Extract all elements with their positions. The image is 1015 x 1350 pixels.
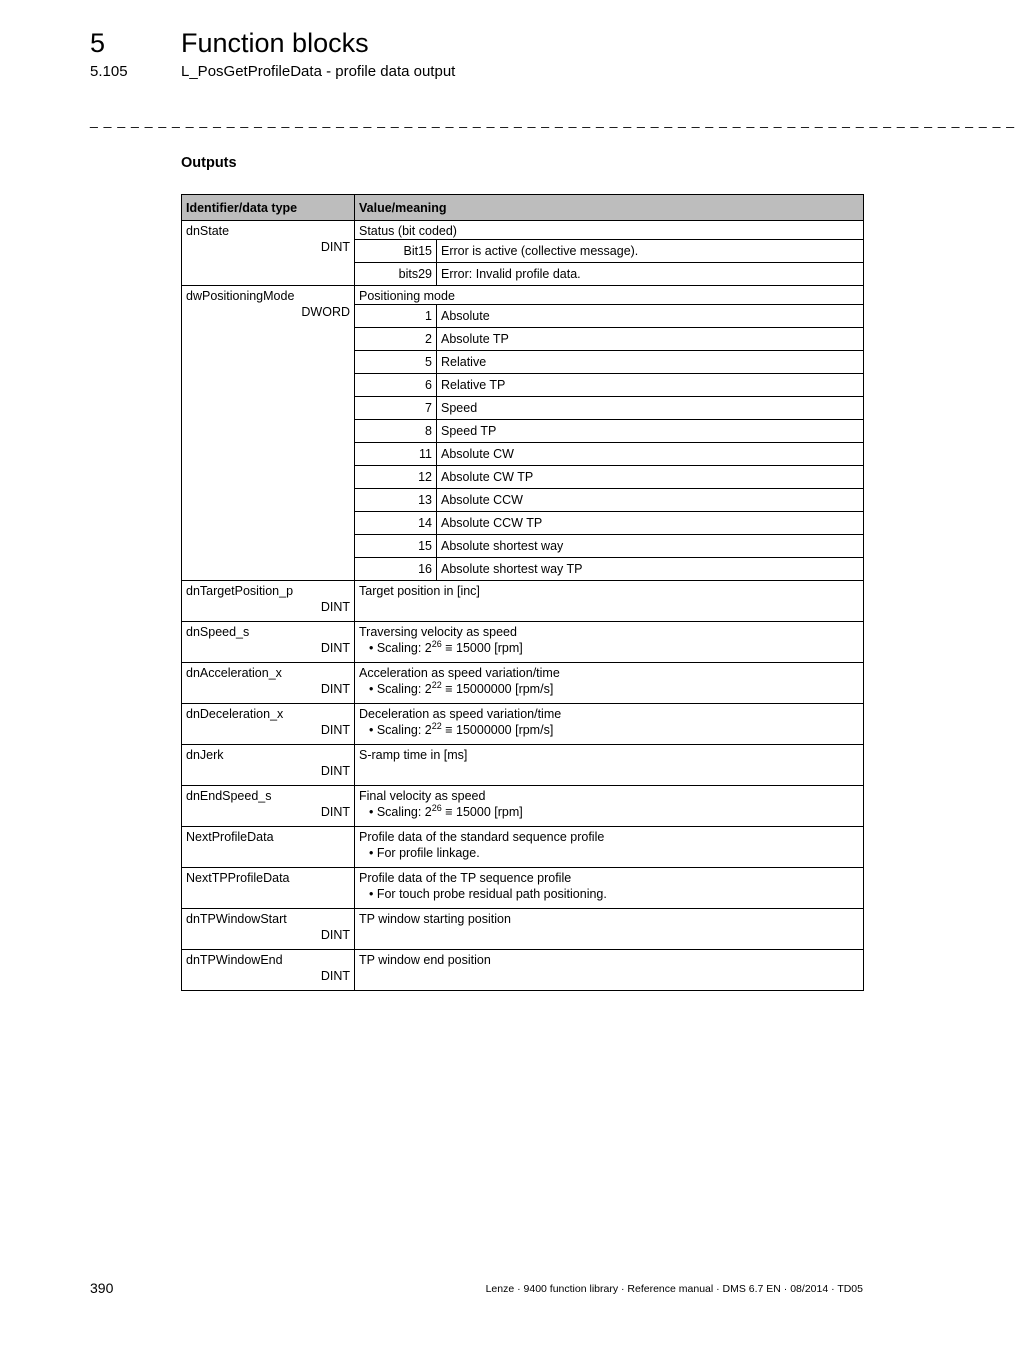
identifier-name: NextProfileData xyxy=(186,830,274,844)
value-description: Acceleration as speed variation/time xyxy=(359,666,560,680)
identifier-cell xyxy=(182,622,355,663)
identifier-cell xyxy=(182,786,355,827)
data-type: DINT xyxy=(320,600,350,614)
identifier-cell xyxy=(182,745,355,786)
value-cell xyxy=(355,868,864,909)
data-type: DINT xyxy=(320,723,350,737)
section-number: 5.105 xyxy=(90,63,128,80)
value-meaning: Absolute TP xyxy=(437,328,864,351)
value-meaning: Relative TP xyxy=(437,374,864,397)
table-row xyxy=(182,827,864,868)
table-row xyxy=(182,909,864,950)
scaling-exponent: 22 xyxy=(431,679,442,690)
value-code: 6 xyxy=(355,374,437,397)
data-type: DINT xyxy=(320,928,350,942)
value-description: Status (bit coded) xyxy=(355,221,864,240)
value-meaning: Relative xyxy=(437,351,864,374)
value-cell xyxy=(355,827,864,868)
page-number: 390 xyxy=(90,1280,114,1296)
table-row xyxy=(182,950,864,991)
identifier-cell xyxy=(182,581,355,622)
identifier-name: dnJerk xyxy=(186,748,224,762)
identifier-name: dnTPWindowEnd xyxy=(186,953,283,967)
scaling-bullet xyxy=(359,722,859,738)
scaling-value: ≡ 15000 [rpm] xyxy=(441,641,523,655)
identifier-cell xyxy=(182,663,355,704)
value-code: 2 xyxy=(355,328,437,351)
value-code: 5 xyxy=(355,351,437,374)
section-title: L_PosGetProfileData - profile data output xyxy=(181,63,456,80)
value-code: 14 xyxy=(355,512,437,535)
table-row xyxy=(182,581,864,622)
scaling-base: • Scaling: 2 xyxy=(369,805,432,819)
value-meaning: Error: Invalid profile data. xyxy=(437,263,864,286)
value-code: 8 xyxy=(355,420,437,443)
data-type: DINT xyxy=(320,969,350,983)
scaling-bullet xyxy=(359,640,859,656)
scaling-base: • Scaling: 2 xyxy=(369,723,432,737)
data-type: DINT xyxy=(320,240,350,254)
value-meaning: Absolute CW TP xyxy=(437,466,864,489)
table-row xyxy=(182,663,864,704)
value-description: S-ramp time in [ms] xyxy=(355,745,864,786)
identifier-name: NextTPProfileData xyxy=(186,871,290,885)
value-description: Traversing velocity as speed xyxy=(359,625,517,639)
value-meaning: Error is active (collective message). xyxy=(437,240,864,263)
footer-text: Lenze · 9400 function library · Reference manual · DMS 6.7 EN · 08/2014 · TD05 xyxy=(485,1283,863,1295)
scaling-value: ≡ 15000000 [rpm/s] xyxy=(441,723,554,737)
identifier-cell xyxy=(182,909,355,950)
value-code: 7 xyxy=(355,397,437,420)
identifier-name: dnTargetPosition_p xyxy=(186,584,294,598)
identifier-cell xyxy=(182,950,355,991)
value-code: 11 xyxy=(355,443,437,466)
outputs-heading: Outputs xyxy=(181,155,237,171)
data-type: DINT xyxy=(320,682,350,696)
value-description: Target position in [inc] xyxy=(355,581,864,622)
value-meaning: Speed TP xyxy=(437,420,864,443)
outputs-table xyxy=(181,194,864,991)
value-cell xyxy=(355,622,864,663)
scaling-value: ≡ 15000000 [rpm/s] xyxy=(441,682,554,696)
table-row xyxy=(182,286,864,305)
identifier-name: dnSpeed_s xyxy=(186,625,250,639)
value-code: 1 xyxy=(355,305,437,328)
identifier-name: dnState xyxy=(186,224,230,238)
value-meaning: Speed xyxy=(437,397,864,420)
value-code: Bit15 xyxy=(355,240,437,263)
identifier-cell xyxy=(182,704,355,745)
value-description: Deceleration as speed variation/time xyxy=(359,707,562,721)
value-code: 13 xyxy=(355,489,437,512)
table-header-row xyxy=(182,195,864,221)
table-row xyxy=(182,745,864,786)
identifier-cell xyxy=(182,868,355,909)
value-description: Profile data of the standard sequence profile xyxy=(359,830,605,844)
identifier-name: dnEndSpeed_s xyxy=(186,789,272,803)
value-description: Profile data of the TP sequence profile xyxy=(359,871,572,885)
scaling-value: ≡ 15000 [rpm] xyxy=(441,805,523,819)
identifier-name: dnDeceleration_x xyxy=(186,707,284,721)
value-cell xyxy=(355,786,864,827)
identifier-name: dnTPWindowStart xyxy=(186,912,287,926)
value-meaning: Absolute CCW xyxy=(437,489,864,512)
value-description: TP window starting position xyxy=(355,909,864,950)
table-row xyxy=(182,868,864,909)
header-divider: _ _ _ _ _ _ _ _ _ _ _ _ _ _ _ _ _ _ _ _ _ _ _ _ _ _ _ _ _ _ _ _ _ _ _ _ _ _ _ _ _ _ _ _ _ _ _ _ _ _ _ _ _ _ _ _ _ _ _ _ _ _ _ _ _ _ _ _ xyxy=(90,112,1015,128)
value-meaning: Absolute shortest way TP xyxy=(437,558,864,581)
data-type: DINT xyxy=(320,805,350,819)
column-header-value: Value/meaning xyxy=(355,195,864,221)
value-meaning: Absolute CCW TP xyxy=(437,512,864,535)
scaling-exponent: 26 xyxy=(431,638,442,649)
chapter-number: 5 xyxy=(90,28,106,58)
value-description: TP window end position xyxy=(355,950,864,991)
value-meaning: Absolute xyxy=(437,305,864,328)
data-type: DINT xyxy=(320,764,350,778)
table-row xyxy=(182,786,864,827)
value-code: 12 xyxy=(355,466,437,489)
identifier-cell xyxy=(182,221,355,286)
column-header-identifier: Identifier/data type xyxy=(182,195,355,221)
data-type: DINT xyxy=(320,641,350,655)
value-meaning: Absolute CW xyxy=(437,443,864,466)
data-type: DWORD xyxy=(301,305,350,319)
identifier-cell xyxy=(182,827,355,868)
value-cell xyxy=(355,663,864,704)
identifier-name: dnAcceleration_x xyxy=(186,666,282,680)
value-cell xyxy=(355,704,864,745)
identifier-name: dwPositioningMode xyxy=(186,289,295,303)
value-code: 15 xyxy=(355,535,437,558)
scaling-base: • Scaling: 2 xyxy=(369,641,432,655)
value-meaning: Absolute shortest way xyxy=(437,535,864,558)
scaling-exponent: 22 xyxy=(431,720,442,731)
table-row xyxy=(182,622,864,663)
scaling-exponent: 26 xyxy=(431,802,442,813)
value-description: Positioning mode xyxy=(355,286,864,305)
value-code: bits29 xyxy=(355,263,437,286)
scaling-base: • Scaling: 2 xyxy=(369,682,432,696)
value-bullet: • For profile linkage. xyxy=(369,846,480,860)
scaling-bullet xyxy=(359,681,859,697)
value-bullet: • For touch probe residual path positioning. xyxy=(369,887,607,901)
identifier-cell xyxy=(182,286,355,581)
table-row xyxy=(182,221,864,240)
chapter-title: Function blocks xyxy=(181,28,369,58)
table-row xyxy=(182,704,864,745)
scaling-bullet xyxy=(359,804,859,820)
value-description: Final velocity as speed xyxy=(359,789,486,803)
value-code: 16 xyxy=(355,558,437,581)
